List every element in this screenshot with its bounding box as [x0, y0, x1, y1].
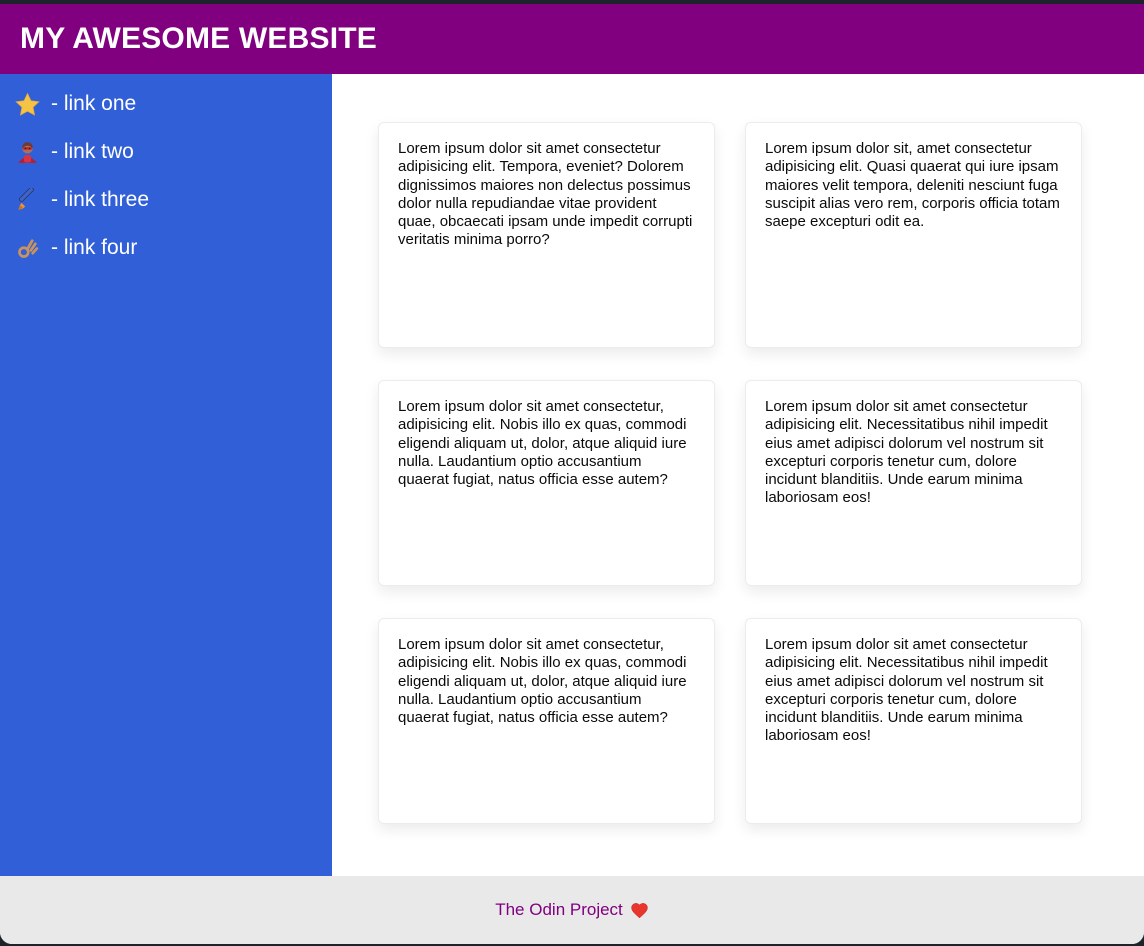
card — [745, 122, 1082, 348]
sidebar — [0, 74, 332, 876]
card-text: Lorem ipsum dolor sit amet consectetur, adipisicing elit. Nobis illo ex quas, commodi eligendi aliquam ut, dolor, atque aliquid iure nulla. Laudantium optio accusantium quaerat fugiat, natus officia esse autem? — [398, 636, 687, 727]
ok-hand-icon — [14, 235, 40, 261]
card-text: Lorem ipsum dolor sit amet consectetur adipisicing elit. Tempora, eveniet? Dolorem dignissimos maiores non delectus possimus dolor nulla repudiandae vitae provident quae, obcaecati ipsam unde impedit corrupti veritatis minima porro? — [398, 140, 693, 249]
site-title: MY AWESOME WEBSITE — [20, 22, 377, 55]
card-text: Lorem ipsum dolor sit amet consectetur, adipisicing elit. Nobis illo ex quas, commodi eligendi aliquam ut, dolor, atque aliquid iure nulla. Laudantium optio accusantium quaerat fugiat, natus officia esse autem? — [398, 398, 687, 489]
sidebar-link-label: - link one — [51, 92, 137, 115]
card — [378, 380, 715, 586]
card-text: Lorem ipsum dolor sit amet consectetur adipisicing elit. Necessitatibus nihil impedit eius amet adipisci dolorum vel nostrum sit excepturi corporis tenetur cum, dolore incidunt blanditiis. Unde earum minima laboriosam eos! — [765, 636, 1048, 745]
page — [0, 4, 1144, 944]
card-text: Lorem ipsum dolor sit amet consectetur adipisicing elit. Necessitatibus nihil impedit eius amet adipisci dolorum vel nostrum sit excepturi corporis tenetur cum, dolore incidunt blanditiis. Unde earum minima laboriosam eos! — [765, 398, 1048, 507]
sidebar-link-four[interactable] — [14, 234, 332, 262]
sidebar-link-label: - link three — [51, 188, 150, 211]
page-header — [0, 4, 1144, 74]
paintbrush-icon — [14, 187, 40, 213]
card — [745, 380, 1082, 586]
card — [378, 618, 715, 824]
heart-icon — [630, 901, 649, 920]
sidebar-link-three[interactable] — [14, 186, 332, 214]
sidebar-link-label: - link two — [51, 140, 134, 163]
page-footer — [0, 876, 1144, 944]
sidebar-link-one[interactable] — [14, 90, 332, 118]
sidebar-link-label: - link four — [51, 236, 138, 259]
card-grid — [332, 74, 1144, 876]
sidebar-link-two[interactable] — [14, 138, 332, 166]
star-icon — [14, 91, 40, 117]
card-text: Lorem ipsum dolor sit, amet consectetur adipisicing elit. Quasi quaerat qui iure ipsam maiores velit tempora, deleniti nesciunt fuga suscipit alias vero rem, corporis officia totam saepe excepturi odit ea. — [765, 140, 1060, 231]
card — [745, 618, 1082, 824]
superhero-icon — [14, 139, 40, 165]
card — [378, 122, 715, 348]
content-row — [0, 74, 1144, 876]
odin-project-link[interactable]: The Odin Project — [495, 900, 623, 919]
